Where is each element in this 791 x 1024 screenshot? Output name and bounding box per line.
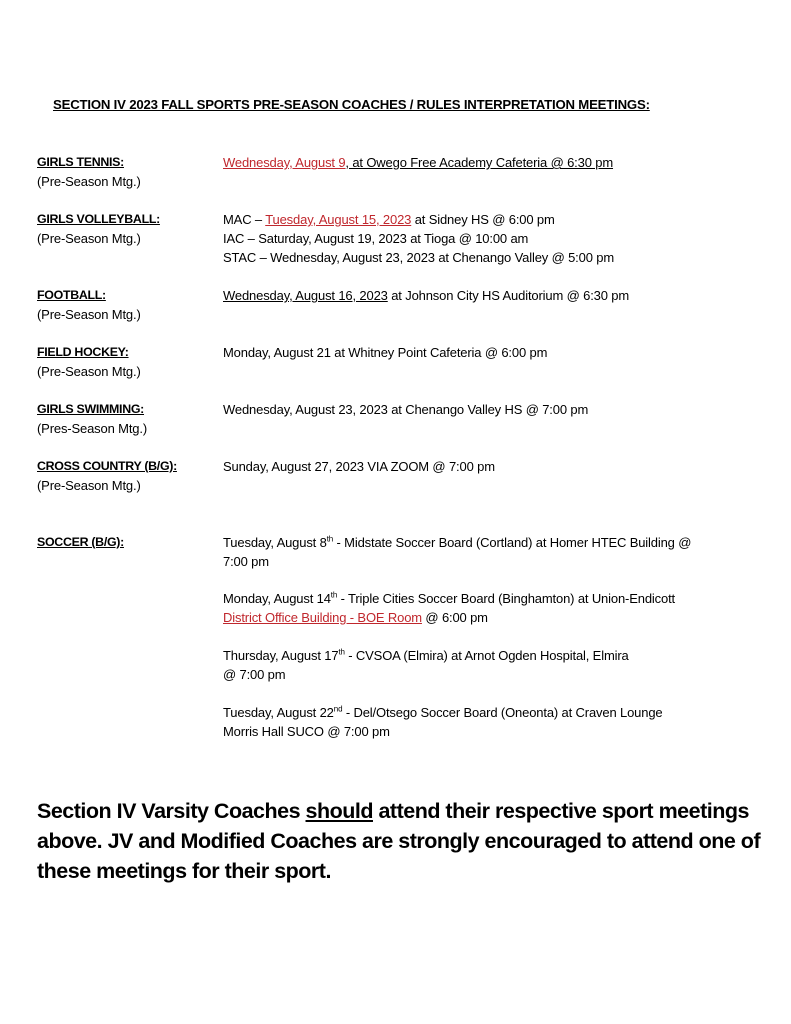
closing-part-2: attend their respective sport meetings above. JV and Modified Coaches are strongly encouraged to attend one of these meetings for their sport. [37, 799, 761, 883]
ordinal-suffix: th [338, 647, 345, 657]
meeting-line [223, 153, 613, 172]
meeting-detail: , at Owego Free Academy Cafeteria @ 6:30 pm [345, 155, 614, 170]
sport-label-cross-country: CROSS COUNTRY (B/G): [37, 459, 177, 473]
meeting-line: Monday, August 21 at Whitney Point Cafeteria @ 6:00 pm [223, 345, 548, 360]
sport-label-field-hockey: FIELD HOCKEY: [37, 345, 129, 359]
meeting-note: (Pre-Season Mtg.) [37, 364, 141, 379]
soccer-date: Tuesday, August 8 [223, 535, 327, 550]
closing-part-1: Section IV Varsity Coaches [37, 799, 306, 823]
meeting-line [223, 210, 555, 229]
meeting-line: Wednesday, August 23, 2023 at Chenango Valley HS @ 7:00 pm [223, 402, 589, 417]
soccer-entry-line [223, 533, 691, 552]
closing-emphasis: should [305, 799, 373, 823]
meeting-detail: at Johnson City HS Auditorium @ 6:30 pm [387, 288, 630, 303]
meeting-line: Sunday, August 27, 2023 VIA ZOOM @ 7:00 pm [223, 459, 495, 474]
meeting-note: (Pre-Season Mtg.) [37, 174, 141, 189]
soccer-entry-line: @ 7:00 pm [223, 667, 286, 682]
sport-label-football: FOOTBALL: [37, 288, 106, 302]
sport-label-girls-tennis: GIRLS TENNIS: [37, 155, 124, 169]
highlighted-date: Wednesday, August 9 [223, 155, 346, 170]
soccer-date: Thursday, August 17 [223, 648, 339, 663]
underlined-date: Wednesday, August 16, 2023 [223, 288, 388, 303]
page-title: SECTION IV 2023 FALL SPORTS PRE-SEASON COACHES / RULES INTERPRETATION MEETINGS: [53, 97, 650, 112]
sport-label-girls-volleyball: GIRLS VOLLEYBALL: [37, 212, 160, 226]
league-prefix: MAC – [223, 212, 266, 227]
meeting-note: (Pre-Season Mtg.) [37, 307, 141, 322]
soccer-date: Monday, August 14 [223, 591, 331, 606]
highlighted-location: District Office Building - BOE Room [223, 610, 422, 625]
soccer-detail: - Triple Cities Soccer Board (Binghamton) at Union-Endicott [337, 591, 675, 606]
soccer-detail: - Midstate Soccer Board (Cortland) at Homer HTEC Building @ [333, 535, 692, 550]
soccer-entry-line [223, 589, 675, 608]
soccer-date: Tuesday, August 22 [223, 705, 334, 720]
soccer-entry-line: 7:00 pm [223, 554, 269, 569]
soccer-detail: @ 6:00 pm [421, 610, 488, 625]
soccer-entry-line [223, 608, 488, 627]
soccer-entry-line [223, 646, 629, 665]
sport-label-soccer: SOCCER (B/G): [37, 535, 124, 549]
soccer-entry-line: Morris Hall SUCO @ 7:00 pm [223, 724, 390, 739]
meeting-line: IAC – Saturday, August 19, 2023 at Tioga @ 10:00 am [223, 231, 529, 246]
soccer-detail: - CVSOA (Elmira) at Arnot Ogden Hospital, Elmira [344, 648, 629, 663]
highlighted-date: Tuesday, August 15, 2023 [265, 212, 412, 227]
soccer-entry-line [223, 703, 663, 722]
meeting-note: (Pre-Season Mtg.) [37, 231, 141, 246]
meeting-line [223, 286, 629, 305]
soccer-detail: - Del/Otsego Soccer Board (Oneonta) at Craven Lounge [342, 705, 663, 720]
meeting-note: (Pre-Season Mtg.) [37, 478, 141, 493]
closing-statement [37, 796, 767, 886]
ordinal-suffix: th [330, 590, 338, 600]
meeting-note: (Pres-Season Mtg.) [37, 421, 148, 436]
ordinal-suffix: th [326, 534, 334, 544]
ordinal-suffix: nd [333, 704, 343, 714]
sport-label-girls-swimming: GIRLS SWIMMING: [37, 402, 145, 416]
meeting-detail: at Sidney HS @ 6:00 pm [411, 212, 555, 227]
meeting-line: STAC – Wednesday, August 23, 2023 at Chenango Valley @ 5:00 pm [223, 250, 615, 265]
